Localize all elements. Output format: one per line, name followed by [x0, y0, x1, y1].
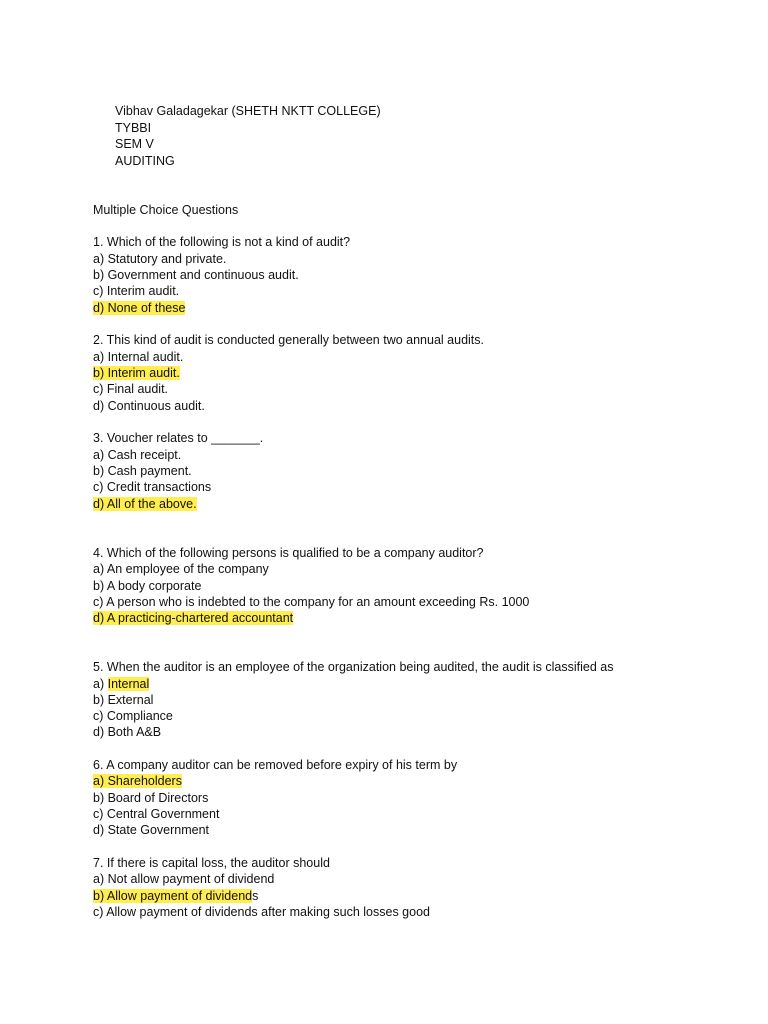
class-line: TYBBI — [115, 121, 152, 135]
subject-line: AUDITING — [115, 154, 175, 168]
option-5a — [93, 676, 149, 692]
option-7a: a) Not allow payment of dividend — [93, 872, 275, 886]
question-2: 2. This kind of audit is conducted generally between two annual audits. — [93, 333, 484, 347]
answer-highlight: b) Allow payment of dividend — [93, 889, 253, 903]
question-1: 1. Which of the following is not a kind of audit? — [93, 235, 351, 249]
option-1c: c) Interim audit. — [93, 284, 180, 298]
option-3b: b) Cash payment. — [93, 464, 192, 478]
answer-highlight: a) Shareholders — [93, 774, 182, 788]
question-6: 6. A company auditor can be removed before expiry of his term by — [93, 758, 458, 772]
option-1b: b) Government and continuous audit. — [93, 268, 299, 282]
option-4b: b) A body corporate — [93, 579, 202, 593]
answer-highlight: d) A practicing-chartered accountant — [93, 611, 294, 625]
answer-highlight: Internal — [107, 677, 150, 691]
option-1a: a) Statutory and private. — [93, 252, 227, 266]
option-suffix: s — [252, 889, 259, 903]
option-7b — [93, 888, 258, 904]
option-5c: c) Compliance — [93, 709, 173, 723]
option-6c: c) Central Government — [93, 807, 220, 821]
option-2b — [93, 365, 180, 381]
option-7c: c) Allow payment of dividends after making such losses good — [93, 905, 430, 919]
option-4c: c) A person who is indebted to the company for an amount exceeding Rs. 1000 — [93, 595, 530, 609]
option-2a: a) Internal audit. — [93, 350, 184, 364]
option-6b: b) Board of Directors — [93, 791, 209, 805]
option-3c: c) Credit transactions — [93, 480, 212, 494]
section-title: Multiple Choice Questions — [93, 203, 239, 217]
option-6d: d) State Government — [93, 823, 210, 837]
answer-highlight: b) Interim audit. — [93, 366, 180, 380]
option-4a: a) An employee of the company — [93, 562, 269, 576]
option-6a — [93, 773, 182, 789]
option-4d — [93, 610, 293, 626]
question-7: 7. If there is capital loss, the auditor should — [93, 856, 330, 870]
question-3: 3. Voucher relates to _______. — [93, 431, 264, 445]
option-3a: a) Cash receipt. — [93, 448, 182, 462]
answer-highlight: d) All of the above. — [93, 497, 197, 511]
answer-highlight: d) None of these — [93, 301, 186, 315]
option-prefix: a) — [93, 677, 108, 691]
option-5b: b) External — [93, 693, 154, 707]
semester-line: SEM V — [115, 137, 154, 151]
question-4: 4. Which of the following persons is qualified to be a company auditor? — [93, 546, 484, 560]
option-3d — [93, 496, 197, 512]
author-line: Vibhav Galadagekar (SHETH NKTT COLLEGE) — [115, 104, 381, 118]
option-2d: d) Continuous audit. — [93, 399, 205, 413]
question-5: 5. When the auditor is an employee of the organization being audited, the audit is classified as — [93, 660, 614, 674]
option-5d: d) Both A&B — [93, 725, 162, 739]
option-1d — [93, 300, 185, 316]
option-2c: c) Final audit. — [93, 382, 169, 396]
